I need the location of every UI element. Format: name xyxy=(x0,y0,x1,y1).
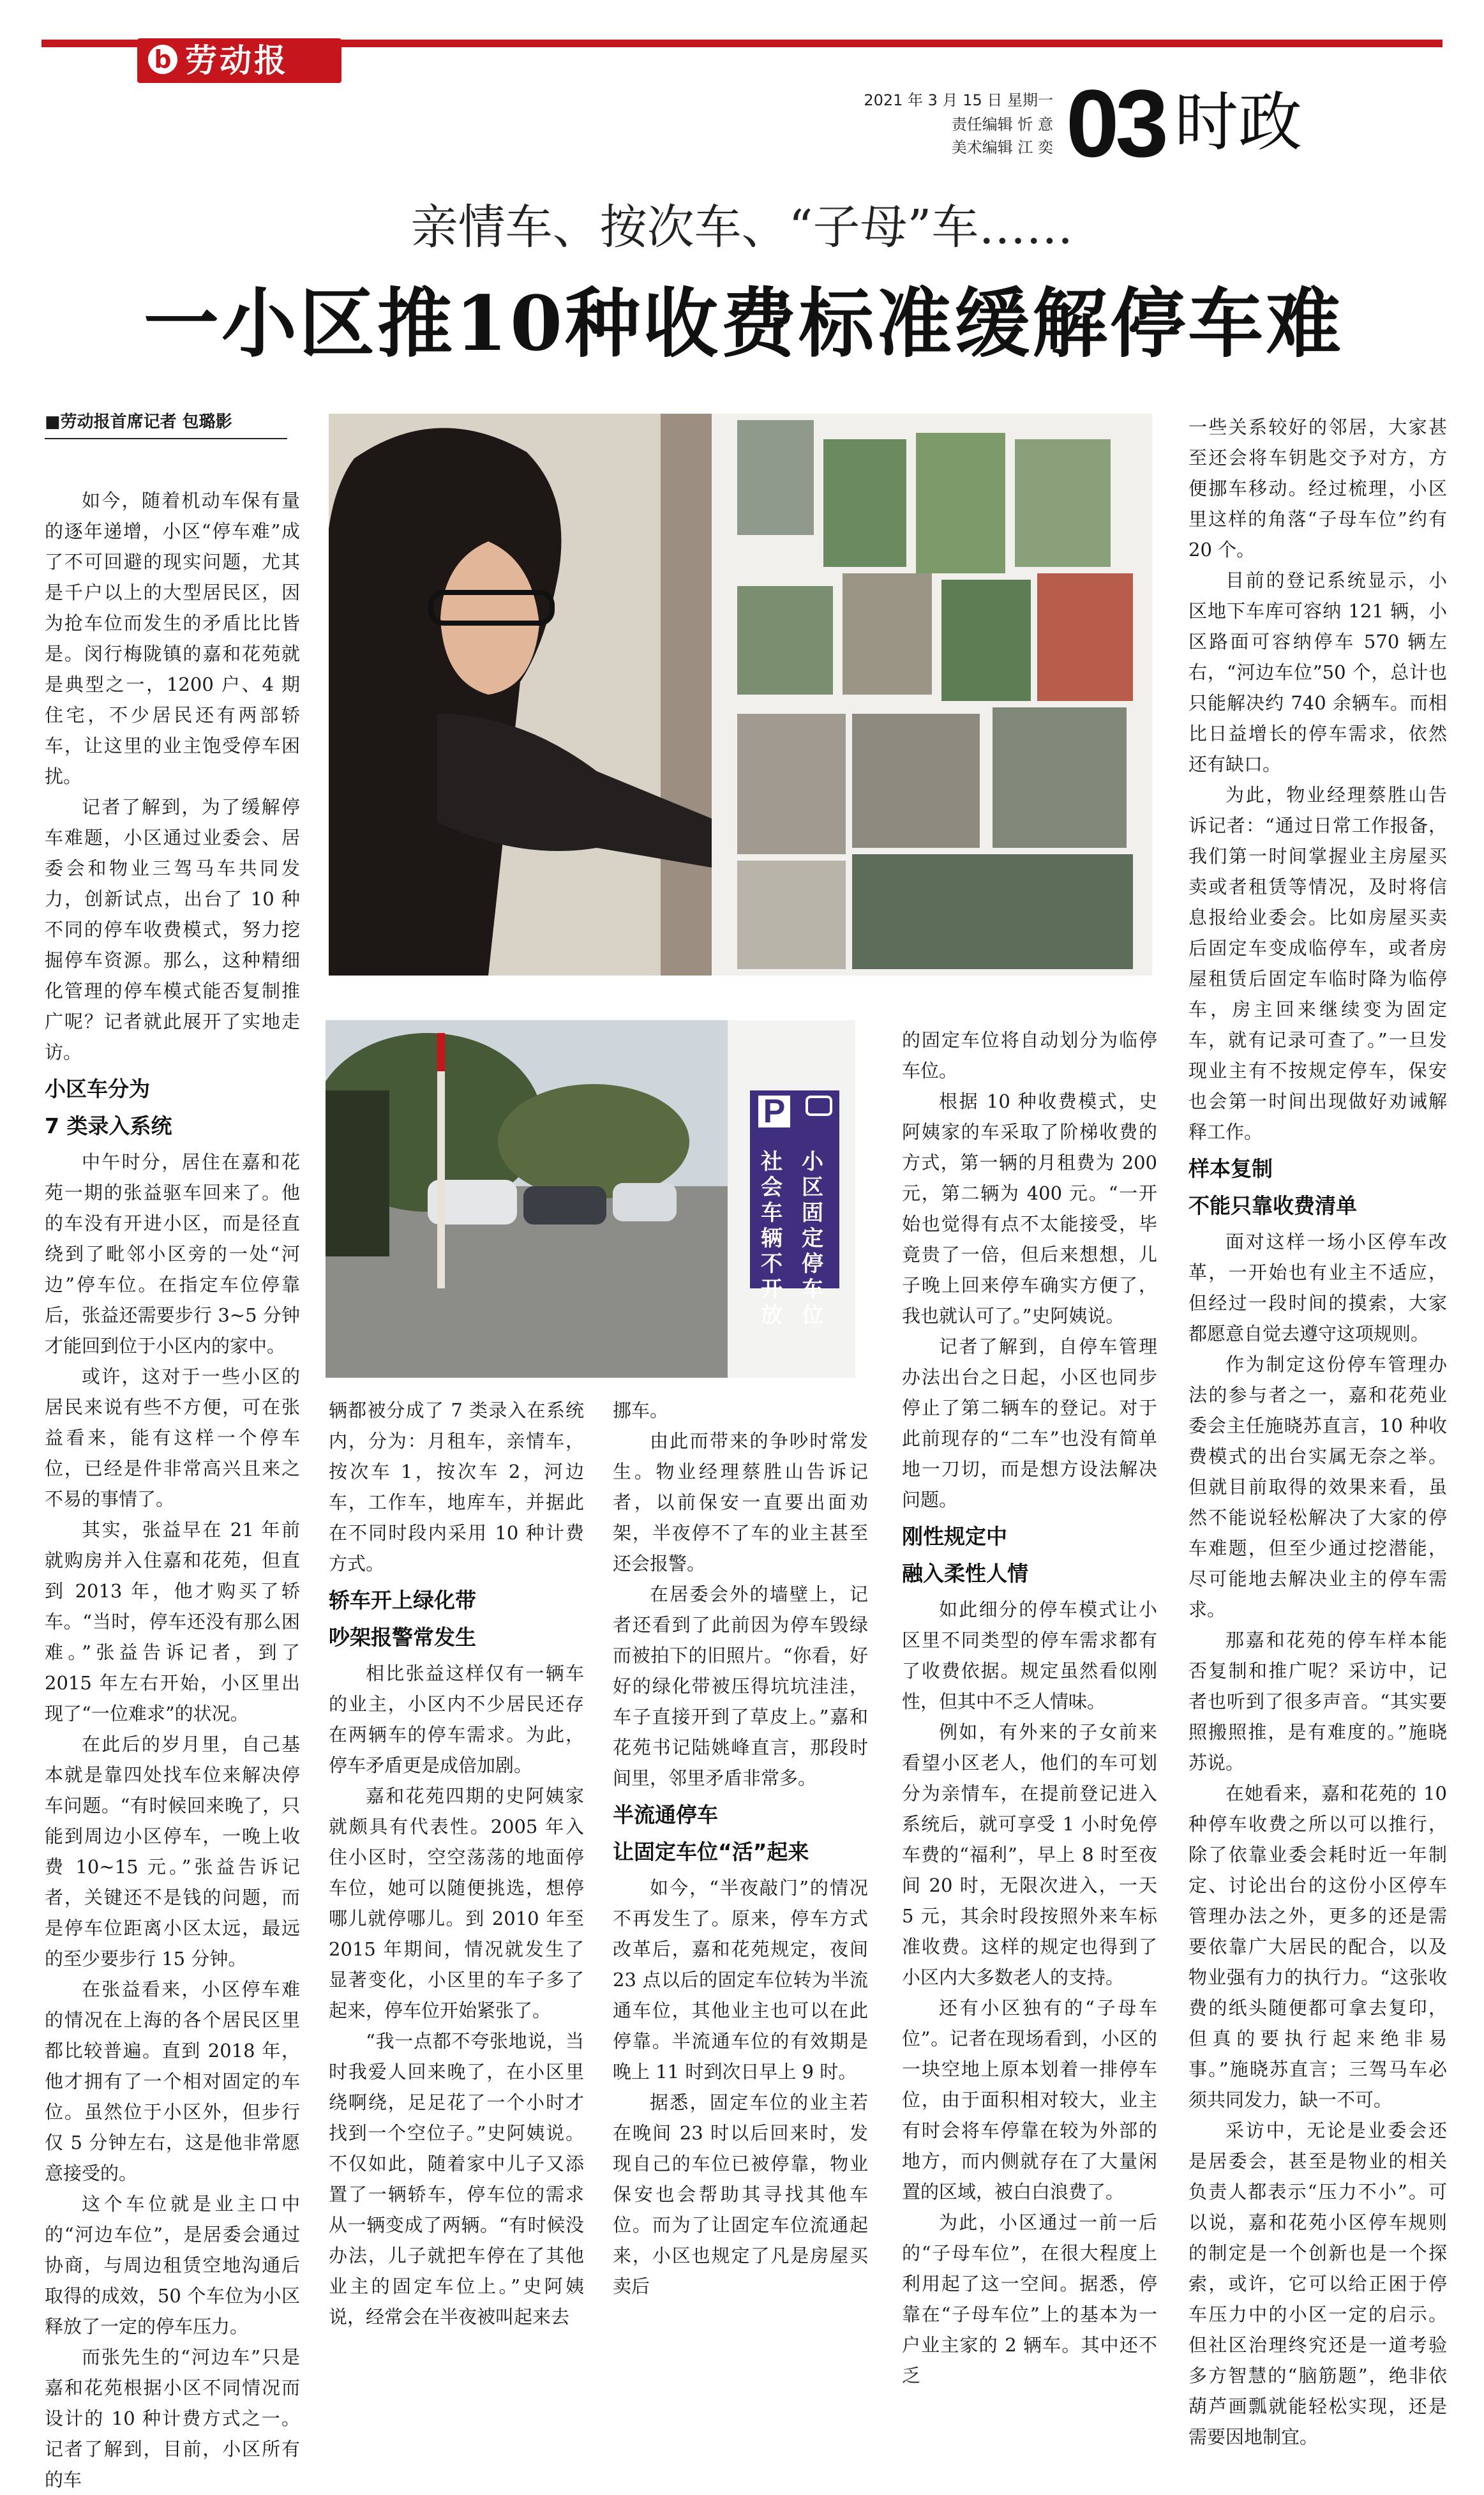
paragraph: 为此，小区通过一前一后的“子母车位”，在很大程度上利用起了这一空间。据悉，停靠在“子母车位”上的基本为一户业主家的 2 辆车。其中还不乏 xyxy=(902,2212,1157,2386)
paragraph: 目前的登记系统显示，小区地下车库可容纳 121 辆，小区路面可容纳停车 570 辆左右，“河边车位”50 个，总计也只能解决约 740 余辆车。而相比日益增长的停车需求，依然还有缺口。 xyxy=(1188,569,1447,775)
paragraph: 由此而带来的争吵时常发生。物业经理蔡胜山告诉记者，以前保安一直要出面劝架，半夜停不了车的业主甚至还会报警。 xyxy=(613,1430,868,1574)
article-column-4 xyxy=(902,1025,1157,2391)
paragraph: “我一点都不夸张地说，当时我爱人回来晚了，在小区里绕啊绕，足足花了一个小时才找到一个空位子。”史阿姨说。不仅如此，随着家中儿子又添置了一辆轿车，停车位的需求从一辆变成了两辆。“有时候没办法，儿子就把车停在了其他业主的固定车位上。”史阿姨说，经常会在半夜被叫起来去 xyxy=(329,2030,584,2328)
subheading: 轿车开上绿化带 xyxy=(329,1588,476,1613)
subheading: 不能只靠收费清单 xyxy=(1188,1193,1357,1218)
logo-text: 劳动报 xyxy=(185,41,289,79)
responsible-editor: 责任编辑 忻 意 xyxy=(951,116,1053,133)
article-column-3 xyxy=(613,1395,868,2302)
paragraph: 为此，物业经理蔡胜山告诉记者：“通过日常工作报备，我们第一时间掌握业主房屋买卖或者租赁等情况，及时将信息报给业委会。比如房屋买卖后固定车变成临停车，或者房屋租赁后固定车临时降为临停车，房主回来继续变为固定车，就有记录可查了。”一旦发现业主有不按规定停车，保安也会第一时间出现做好劝诫解释工作。 xyxy=(1188,784,1447,1143)
paragraph: 那嘉和花苑的停车样本能否复制和推广呢？采访中，记者也听到了很多声音。“其实要照搬照推，是有难度的。”施晓苏说。 xyxy=(1188,1629,1447,1774)
article-column-2 xyxy=(329,1395,584,2332)
paragraph: 作为制定这份停车管理办法的参与者之一，嘉和花苑业委会主任施晓苏直言，10 种收费模式的出台实属无奈之举。但就目前取得的效果来看，虽然不能说轻松解决了大家的停车难题，但至少通过挖潜能，尽可能地去解决业主的停车需求。 xyxy=(1188,1353,1447,1620)
paragraph: 辆都被分成了 7 类录入在系统内，分为：月租车，亲情车，按次车 1，按次车 2，河边车，工作车，地库车，并据此在不同时段内采用 10 种计费方式。 xyxy=(329,1399,584,1574)
paragraph: 据悉，固定车位的业主若在晚间 23 时以后回来时，发现自己的车位已被停靠，物业保安也会帮助其寻找其他车位。而为了让固定车位流通起来，小区也规定了凡是房屋买卖后 xyxy=(613,2092,868,2297)
logo-mark-icon: b xyxy=(148,45,177,74)
paragraph: 在此后的岁月里，自己基本就是靠四处找车位来解决停车问题。“有时候回来晚了，只能到周边小区停车，一晚上收费 10~15 元。”张益告诉记者，关键还不是钱的问题，而是停车位距离小区太远，最远的至少要步行 15 分钟。 xyxy=(45,1733,300,1970)
photo-illustration xyxy=(329,414,1152,976)
parking-sign-text-right: 小区固定停车位 xyxy=(802,1149,823,1328)
paragraph: 如此细分的停车模式让小区里不同类型的停车需求都有了收费依据。规定虽然看似刚性，但其中不乏人情味。 xyxy=(902,1599,1157,1712)
parking-sign-symbol: P xyxy=(758,1096,790,1127)
section-name: 时政 xyxy=(1174,85,1302,160)
subheading: 融入柔性人情 xyxy=(902,1561,1028,1586)
paragraph: 嘉和花苑四期的史阿姨家就颇具有代表性。2005 年入住小区时，空空荡荡的地面停车位，她可以随便挑选，想停哪儿就停哪儿。到 2010 年至 2015 年期间，情况就发生了显著变化，小区里的车子多了起来，停车位开始紧张了。 xyxy=(329,1785,584,2021)
page-number: 03 xyxy=(1066,70,1165,177)
subheading: 小区车分为 xyxy=(45,1076,150,1101)
paragraph: 面对这样一场小区停车改革，一开始也有业主不适应，但经过一段时间的摸索，大家都愿意自觉去遵守这项规则。 xyxy=(1188,1231,1447,1345)
paragraph: 如今，随着机动车保有量的逐年递增，小区“停车难”成了不可回避的现实问题，尤其是千户以上的大型居民区，因为抢车位而发生的矛盾比比皆是。闵行梅陇镇的嘉和花苑就是典型之一，1200 户、4 期住宅，不少居民还有两部轿车，让这里的业主饱受停车困扰。 xyxy=(45,490,300,787)
subheading: 样本复制 xyxy=(1188,1156,1273,1181)
paragraph: 记者了解到，自停车管理办法出台之日起，小区也同步停止了第二辆车的登记。对于此前现存的“二车”也没有简单地一刀切，而是想方设法解决问题。 xyxy=(902,1336,1157,1511)
paragraph: 在张益看来，小区停车难的情况在上海的各个居民区里都比较普遍。直到 2018 年，他才拥有了一个相对固定的车位。虽然位于小区外，但步行仅 5 分钟左右，这是他非常愿意接受的。 xyxy=(45,1979,300,2184)
subheading: 7 类录入系统 xyxy=(45,1113,172,1138)
paragraph: 挪车。 xyxy=(613,1399,669,1421)
paragraph: 或许，这对于一些小区的居民来说有些不方便，可在张益看来，能有这样一个停车位，已经是件非常高兴且来之不易的事情了。 xyxy=(45,1366,300,1510)
paragraph: 中午时分，居住在嘉和花苑一期的张益驱车回来了。他的车没有开进小区，而是径直绕到了毗邻小区旁的一处“河边”停车位。在指定车位停靠后，张益还需要步行 3~5 分钟才能回到位于小区内的家中。 xyxy=(45,1151,300,1357)
paragraph: 记者了解到，为了缓解停车难题，小区通过业委会、居委会和物业三驾马车共同发力，创新试点，出台了 10 种不同的停车收费模式，努力挖掘停车资源。那么，这种精细化管理的停车模式能否复制推广呢？记者就此展开了实地走访。 xyxy=(45,796,300,1063)
paragraph: 根据 10 种收费模式，史阿姨家的车采取了阶梯收费的方式，第一辆的月租费为 200 元，第二辆为 400 元。“一开始也觉得有点不太能接受，毕竟贵了一倍，但后来想想，儿子晚上回来停车确实方便了，我也就认可了。”史阿姨说。 xyxy=(902,1090,1157,1327)
paragraph: 采访中，无论是业委会还是居委会，甚至是物业的相关负责人都表示“压力不小”。可以说，嘉和花苑小区停车规则的制定是一个创新也是一个探索，或许，它可以给正困于停车压力中的小区一定的启示。但社区治理终究还是一道考验多方智慧的“脑筋题”，绝非依葫芦画瓢就能轻松实现，还是需要因地制宜。 xyxy=(1188,2120,1447,2448)
article-column-1 xyxy=(45,485,300,2495)
subheading: 半流通停车 xyxy=(613,1802,718,1827)
byline: ■劳动报首席记者 包璐影 xyxy=(45,410,287,439)
paragraph: 还有小区独有的“子母车位”。记者在现场看到，小区的一块空地上原本划着一排停车位，由于面积相对较大，业主有时会将车停靠在较为外部的地方，而内侧就存在了大量闲置的区域，被白白浪费了。 xyxy=(902,1997,1157,2203)
paragraph: 例如，有外来的子女前来看望小区老人，他们的车可划分为亲情车，在提前登记进入系统后，就可享受 1 小时免停车费的“福利”，早上 8 时至夜间 20 时，无限次进入，一天 5 元，其余时段按照外来车标准收费。这样的规定也得到了小区内大多数老人的支持。 xyxy=(902,1721,1157,1988)
subheading: 吵架报警常发生 xyxy=(329,1625,476,1650)
paragraph: 相比张益这样仅有一辆车的业主，小区内不少居民还存在两辆车的停车需求。为此，停车矛盾更是成倍加剧。 xyxy=(329,1662,584,1776)
subheading: 让固定车位“活”起来 xyxy=(613,1839,809,1864)
paragraph: 而张先生的“河边车”只是嘉和花苑根据小区不同情况而设计的 10 种计费方式之一。记者了解到，目前，小区所有的车 xyxy=(45,2346,300,2491)
paragraph: 在居委会外的墙壁上，记者还看到了此前因为停车毁绿而被拍下的旧照片。“你看，好好的绿化带被压得坑坑洼洼，车子直接开到了草皮上。”嘉和花苑书记陆姚峰直言，那段时间里，邻里矛盾非常多。 xyxy=(613,1583,868,1789)
paragraph: 这个车位就是业主口中的“河边车位”，是居委会通过协商，与周边租赁空地沟通后取得的成效，50 个车位为小区释放了一定的停车压力。 xyxy=(45,2193,300,2337)
paragraph: 一些关系较好的邻居，大家甚至还会将车钥匙交予对方，方便挪车移动。经过梳理，小区里这样的角落“子母车位”约有 20 个。 xyxy=(1188,416,1447,561)
car-icon xyxy=(806,1096,832,1116)
paragraph: 如今，“半夜敲门”的情况不再发生了。原来，停车方式改革后，嘉和花苑规定，夜间 23 点以后的固定车位转为半流通车位，其他业主也可以在此停靠。半流通车位的有效期是晚上 11 时到次日早上 9 时。 xyxy=(613,1877,868,2083)
article-column-5 xyxy=(1188,412,1447,2452)
issue-date: 2021 年 3 月 15 日 星期一 xyxy=(864,91,1053,109)
paragraph: 在她看来，嘉和花苑的 10 种停车收费之所以可以推行，除了依靠业委会耗时近一年制定、讨论出台的这份小区停车管理办法之外，更多的还是需要依靠广大居民的配合，以及物业强有力的执行力。“这张收费的纸头随便都可拿去复印，但真的要执行起来绝非易事。”施晓苏直言；三驾马车必须共同发力，缺一不可。 xyxy=(1188,1783,1447,2111)
parking-sign-text-left: 社会车辆不开放 xyxy=(761,1149,783,1328)
art-editor: 美术编辑 江 奕 xyxy=(951,139,1053,156)
photo-wall-photos xyxy=(329,414,1152,976)
paragraph: 其实，张益早在 21 年前就购房并入住嘉和花苑，但直到 2013 年，他才购买了轿车。“当时，停车还没有那么困难。”张益告诉记者，到了 2015 年左右开始，小区里出现了“一位难求”的状况。 xyxy=(45,1519,300,1724)
subheading: 刚性规定中 xyxy=(902,1524,1007,1549)
paragraph: 的固定车位将自动划分为临停车位。 xyxy=(902,1029,1157,1082)
kicker: 亲情车、按次车、“子母”车…… xyxy=(410,200,1074,255)
headline: 一小区推10种收费标准缓解停车难 xyxy=(143,279,1344,368)
